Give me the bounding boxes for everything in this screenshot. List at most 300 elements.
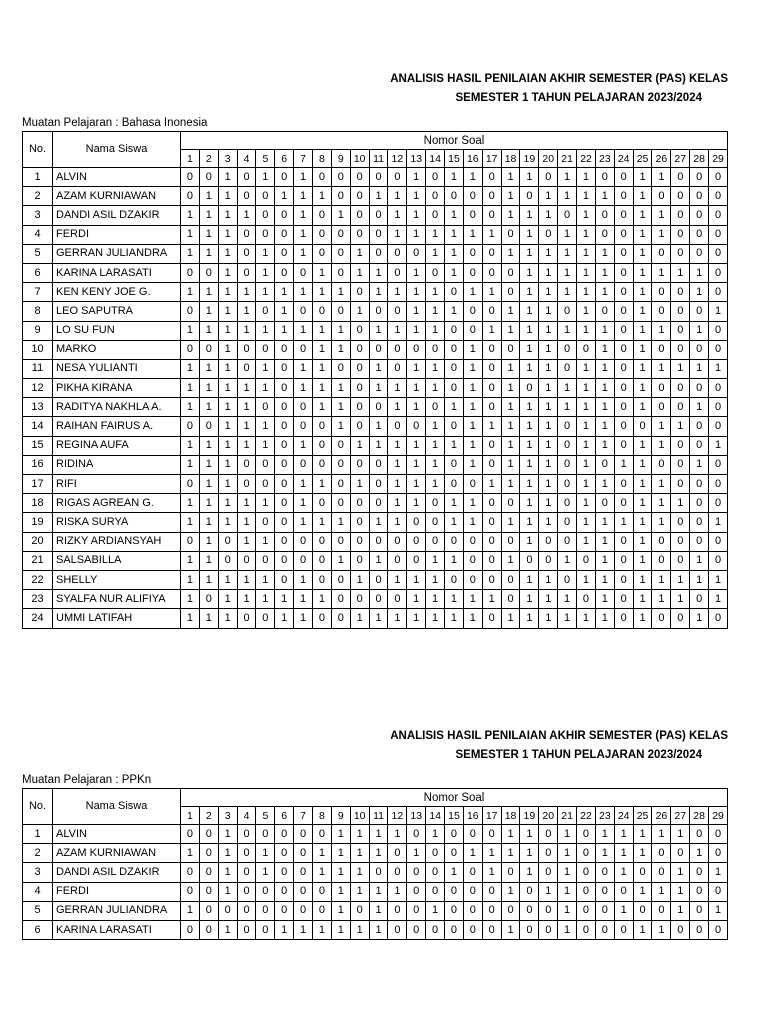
question-number-header: 20 <box>539 150 558 168</box>
row-number: 9 <box>23 321 53 340</box>
score-cell: 1 <box>558 321 577 340</box>
score-cell: 0 <box>199 901 218 920</box>
row-number: 8 <box>23 302 53 321</box>
score-cell: 1 <box>501 187 520 206</box>
score-cell: 1 <box>633 844 652 863</box>
score-cell: 1 <box>218 455 237 474</box>
question-number-header: 26 <box>652 807 671 825</box>
score-cell: 1 <box>539 302 558 321</box>
table-row <box>23 302 728 321</box>
score-cell: 0 <box>445 844 464 863</box>
score-cell: 1 <box>595 844 614 863</box>
score-cell: 1 <box>445 494 464 513</box>
score-cell: 1 <box>199 187 218 206</box>
score-cell: 1 <box>558 168 577 187</box>
score-cell: 0 <box>331 532 350 551</box>
score-cell: 0 <box>275 398 294 417</box>
question-number-header: 18 <box>501 807 520 825</box>
student-name: KARINA LARASATI <box>53 920 181 939</box>
score-cell: 0 <box>614 920 633 939</box>
score-cell: 0 <box>595 225 614 244</box>
score-cell: 0 <box>690 901 709 920</box>
score-cell: 1 <box>388 609 407 628</box>
score-cell: 0 <box>595 455 614 474</box>
score-cell: 1 <box>218 494 237 513</box>
row-number: 2 <box>23 187 53 206</box>
row-number: 11 <box>23 359 53 378</box>
score-cell: 1 <box>595 825 614 844</box>
score-cell: 0 <box>614 187 633 206</box>
score-cell: 1 <box>350 863 369 882</box>
score-cell: 0 <box>313 609 332 628</box>
score-cell: 1 <box>520 283 539 302</box>
question-number-header: 13 <box>407 150 426 168</box>
score-cell: 0 <box>181 920 200 939</box>
score-cell: 0 <box>690 244 709 263</box>
score-cell: 0 <box>614 263 633 282</box>
score-cell: 1 <box>558 590 577 609</box>
score-cell: 1 <box>595 379 614 398</box>
score-cell: 1 <box>369 609 388 628</box>
question-number-header: 25 <box>633 807 652 825</box>
score-cell: 1 <box>388 321 407 340</box>
score-cell: 1 <box>369 882 388 901</box>
score-cell: 1 <box>407 321 426 340</box>
score-cell: 1 <box>199 283 218 302</box>
score-cell: 1 <box>595 609 614 628</box>
score-cell: 1 <box>407 302 426 321</box>
score-cell: 0 <box>407 882 426 901</box>
row-number: 5 <box>23 244 53 263</box>
score-cell: 0 <box>426 206 445 225</box>
score-cell: 1 <box>463 436 482 455</box>
score-cell: 1 <box>199 206 218 225</box>
column-header-question-group: Nomor Soal <box>181 132 728 150</box>
score-cell: 0 <box>558 475 577 494</box>
score-cell: 0 <box>350 532 369 551</box>
score-cell: 1 <box>595 321 614 340</box>
score-cell: 0 <box>671 455 690 474</box>
score-cell: 0 <box>671 244 690 263</box>
question-number-header: 13 <box>407 807 426 825</box>
score-cell: 1 <box>463 590 482 609</box>
score-cell: 1 <box>463 283 482 302</box>
score-cell: 0 <box>369 590 388 609</box>
score-cell: 1 <box>407 455 426 474</box>
table-row <box>23 436 728 455</box>
table-row <box>23 168 728 187</box>
score-cell: 0 <box>407 901 426 920</box>
score-cell: 0 <box>482 206 501 225</box>
column-header-no: No. <box>23 789 53 825</box>
score-cell: 1 <box>633 283 652 302</box>
score-cell: 0 <box>313 455 332 474</box>
score-cell: 0 <box>463 532 482 551</box>
score-cell: 0 <box>482 244 501 263</box>
score-cell: 1 <box>445 168 464 187</box>
score-cell: 0 <box>407 551 426 570</box>
score-cell: 0 <box>237 225 256 244</box>
student-name: NESA YULIANTI <box>53 359 181 378</box>
student-name: DANDI ASIL DZAKIR <box>53 206 181 225</box>
score-cell: 1 <box>218 398 237 417</box>
score-cell: 0 <box>275 455 294 474</box>
score-cell: 0 <box>501 225 520 244</box>
score-cell: 0 <box>181 863 200 882</box>
score-cell: 0 <box>275 475 294 494</box>
score-cell: 0 <box>237 187 256 206</box>
table-row <box>23 920 728 939</box>
question-number-header: 19 <box>520 150 539 168</box>
score-cell: 0 <box>614 570 633 589</box>
score-cell: 1 <box>633 455 652 474</box>
score-cell: 1 <box>463 844 482 863</box>
score-cell: 1 <box>520 494 539 513</box>
score-cell: 0 <box>558 513 577 532</box>
score-cell: 0 <box>595 920 614 939</box>
score-cell: 1 <box>294 283 313 302</box>
score-cell: 1 <box>614 825 633 844</box>
score-cell: 1 <box>313 398 332 417</box>
question-number-header: 22 <box>577 150 596 168</box>
score-cell: 1 <box>501 302 520 321</box>
question-number-header: 3 <box>218 150 237 168</box>
score-cell: 0 <box>614 398 633 417</box>
score-cell: 0 <box>237 901 256 920</box>
score-cell: 1 <box>181 590 200 609</box>
row-number: 1 <box>23 825 53 844</box>
table-row <box>23 379 728 398</box>
student-name: RIGAS AGREAN G. <box>53 494 181 513</box>
score-cell: 0 <box>558 494 577 513</box>
question-number-header: 4 <box>237 807 256 825</box>
score-cell: 0 <box>520 379 539 398</box>
score-cell: 0 <box>463 825 482 844</box>
score-cell: 1 <box>558 398 577 417</box>
score-cell: 0 <box>482 882 501 901</box>
question-number-header: 17 <box>482 807 501 825</box>
score-cell: 1 <box>501 359 520 378</box>
score-cell: 1 <box>407 609 426 628</box>
score-table-header <box>23 789 728 825</box>
score-cell: 0 <box>181 882 200 901</box>
score-cell: 0 <box>709 206 728 225</box>
score-cell: 1 <box>671 901 690 920</box>
score-cell: 1 <box>558 863 577 882</box>
score-cell: 1 <box>577 168 596 187</box>
column-header-question-group: Nomor Soal <box>181 789 728 807</box>
score-cell: 1 <box>350 882 369 901</box>
table-row <box>23 187 728 206</box>
student-name: FERDI <box>53 225 181 244</box>
score-cell: 1 <box>614 455 633 474</box>
score-cell: 1 <box>256 494 275 513</box>
score-cell: 0 <box>463 551 482 570</box>
row-number: 4 <box>23 882 53 901</box>
score-cell: 0 <box>199 863 218 882</box>
score-cell: 0 <box>671 475 690 494</box>
question-number-header: 11 <box>369 150 388 168</box>
score-cell: 1 <box>520 825 539 844</box>
score-cell: 0 <box>671 398 690 417</box>
score-cell: 0 <box>690 206 709 225</box>
table-row <box>23 206 728 225</box>
score-cell: 1 <box>407 436 426 455</box>
score-cell: 0 <box>501 263 520 282</box>
score-cell: 0 <box>633 417 652 436</box>
score-cell: 0 <box>614 475 633 494</box>
score-cell: 0 <box>671 187 690 206</box>
score-cell: 0 <box>369 475 388 494</box>
score-cell: 1 <box>577 206 596 225</box>
score-cell: 1 <box>237 398 256 417</box>
score-cell: 1 <box>539 455 558 474</box>
score-cell: 1 <box>501 206 520 225</box>
score-cell: 0 <box>614 302 633 321</box>
score-cell: 1 <box>294 494 313 513</box>
score-cell: 0 <box>482 340 501 359</box>
score-cell: 0 <box>463 321 482 340</box>
score-cell: 1 <box>633 475 652 494</box>
score-cell: 1 <box>199 475 218 494</box>
score-cell: 0 <box>690 494 709 513</box>
score-cell: 0 <box>426 844 445 863</box>
score-cell: 1 <box>407 225 426 244</box>
score-cell: 1 <box>218 920 237 939</box>
score-cell: 1 <box>633 225 652 244</box>
score-cell: 0 <box>407 532 426 551</box>
score-cell: 0 <box>199 920 218 939</box>
score-cell: 0 <box>577 340 596 359</box>
score-cell: 0 <box>709 398 728 417</box>
score-cell: 0 <box>275 551 294 570</box>
question-number-header: 6 <box>275 150 294 168</box>
score-cell: 0 <box>709 532 728 551</box>
score-cell: 0 <box>520 187 539 206</box>
score-cell: 0 <box>331 359 350 378</box>
question-number-header: 24 <box>614 150 633 168</box>
score-cell: 0 <box>482 302 501 321</box>
score-cell: 0 <box>331 494 350 513</box>
score-cell: 0 <box>237 609 256 628</box>
score-cell: 0 <box>256 455 275 474</box>
score-cell: 0 <box>501 863 520 882</box>
score-cell: 0 <box>558 455 577 474</box>
score-cell: 0 <box>256 920 275 939</box>
score-cell: 0 <box>237 455 256 474</box>
score-cell: 1 <box>445 206 464 225</box>
table-row <box>23 901 728 920</box>
score-cell: 1 <box>331 513 350 532</box>
table-row <box>23 417 728 436</box>
score-cell: 1 <box>426 825 445 844</box>
question-number-header: 25 <box>633 150 652 168</box>
subject-label: Muatan Pelajaran : Bahasa Inonesia <box>22 117 208 129</box>
table-row <box>23 340 728 359</box>
score-cell: 1 <box>407 590 426 609</box>
score-cell: 0 <box>671 844 690 863</box>
score-cell: 1 <box>407 206 426 225</box>
column-header-no: No. <box>23 132 53 168</box>
score-cell: 0 <box>199 882 218 901</box>
score-cell: 0 <box>501 901 520 920</box>
score-cell: 1 <box>294 920 313 939</box>
column-header-name: Nama Siswa <box>53 132 181 168</box>
score-cell: 1 <box>275 590 294 609</box>
score-cell: 0 <box>445 417 464 436</box>
question-number-header: 9 <box>331 807 350 825</box>
score-cell: 1 <box>294 570 313 589</box>
score-cell: 1 <box>369 283 388 302</box>
score-cell: 1 <box>577 609 596 628</box>
score-cell: 1 <box>369 844 388 863</box>
score-cell: 0 <box>709 379 728 398</box>
score-cell: 1 <box>501 920 520 939</box>
score-cell: 0 <box>558 570 577 589</box>
student-name: KARINA LARASATI <box>53 263 181 282</box>
score-cell: 0 <box>369 302 388 321</box>
score-cell: 0 <box>256 882 275 901</box>
row-number: 2 <box>23 844 53 863</box>
score-cell: 0 <box>463 206 482 225</box>
score-cell: 1 <box>577 225 596 244</box>
score-cell: 0 <box>577 825 596 844</box>
score-cell: 0 <box>369 244 388 263</box>
score-cell: 0 <box>501 570 520 589</box>
score-cell: 0 <box>237 844 256 863</box>
question-number-header: 27 <box>671 150 690 168</box>
student-name: SALSABILLA <box>53 551 181 570</box>
score-cell: 0 <box>275 379 294 398</box>
row-number: 19 <box>23 513 53 532</box>
score-cell: 1 <box>218 302 237 321</box>
score-cell: 1 <box>595 436 614 455</box>
question-number-header: 12 <box>388 150 407 168</box>
score-cell: 1 <box>369 417 388 436</box>
score-cell: 1 <box>463 455 482 474</box>
row-number: 3 <box>23 206 53 225</box>
score-cell: 0 <box>482 379 501 398</box>
score-cell: 1 <box>709 590 728 609</box>
score-cell: 1 <box>331 321 350 340</box>
score-cell: 1 <box>313 475 332 494</box>
score-cell: 1 <box>539 187 558 206</box>
score-cell: 1 <box>633 263 652 282</box>
score-cell: 0 <box>445 882 464 901</box>
score-cell: 1 <box>294 187 313 206</box>
score-cell: 0 <box>671 436 690 455</box>
score-cell: 1 <box>331 417 350 436</box>
score-cell: 0 <box>350 398 369 417</box>
score-cell: 0 <box>463 244 482 263</box>
score-cell: 0 <box>426 882 445 901</box>
score-cell: 1 <box>199 455 218 474</box>
score-cell: 1 <box>520 225 539 244</box>
score-cell: 1 <box>595 398 614 417</box>
score-cell: 0 <box>275 863 294 882</box>
score-cell: 1 <box>520 417 539 436</box>
score-cell: 1 <box>256 436 275 455</box>
score-cell: 0 <box>313 494 332 513</box>
score-cell: 0 <box>520 920 539 939</box>
table-row <box>23 551 728 570</box>
score-cell: 1 <box>181 321 200 340</box>
question-number-header: 7 <box>294 807 313 825</box>
score-cell: 0 <box>558 436 577 455</box>
score-cell: 1 <box>426 609 445 628</box>
score-cell: 0 <box>294 901 313 920</box>
score-cell: 0 <box>407 417 426 436</box>
score-cell: 0 <box>369 340 388 359</box>
score-cell: 1 <box>595 417 614 436</box>
score-cell: 0 <box>652 302 671 321</box>
score-cell: 1 <box>577 532 596 551</box>
score-cell: 1 <box>558 263 577 282</box>
score-cell: 1 <box>652 475 671 494</box>
score-cell: 0 <box>294 532 313 551</box>
student-name: REGINA AUFA <box>53 436 181 455</box>
question-number-header: 16 <box>463 150 482 168</box>
row-number: 6 <box>23 263 53 282</box>
score-cell: 0 <box>388 920 407 939</box>
score-cell: 1 <box>331 863 350 882</box>
score-cell: 0 <box>539 532 558 551</box>
score-cell: 0 <box>445 920 464 939</box>
score-cell: 1 <box>218 590 237 609</box>
score-cell: 1 <box>690 609 709 628</box>
score-cell: 0 <box>256 475 275 494</box>
score-cell: 0 <box>595 302 614 321</box>
score-cell: 0 <box>652 532 671 551</box>
score-cell: 0 <box>445 475 464 494</box>
score-cell: 0 <box>369 532 388 551</box>
question-number-header: 6 <box>275 807 294 825</box>
score-cell: 1 <box>218 359 237 378</box>
title-line-1: ANALISIS HASIL PENILAIAN AKHIR SEMESTER (PAS) KELAS <box>390 730 728 742</box>
score-cell: 0 <box>652 455 671 474</box>
score-cell: 0 <box>671 340 690 359</box>
score-cell: 0 <box>690 436 709 455</box>
score-cell: 1 <box>539 417 558 436</box>
score-cell: 1 <box>369 551 388 570</box>
score-cell: 1 <box>237 436 256 455</box>
score-cell: 0 <box>463 901 482 920</box>
row-number: 24 <box>23 609 53 628</box>
score-cell: 0 <box>237 863 256 882</box>
score-cell: 1 <box>294 436 313 455</box>
score-cell: 1 <box>388 825 407 844</box>
score-cell: 0 <box>369 863 388 882</box>
score-cell: 0 <box>614 417 633 436</box>
score-cell: 0 <box>237 825 256 844</box>
score-cell: 0 <box>256 513 275 532</box>
score-cell: 0 <box>313 225 332 244</box>
score-cell: 1 <box>482 417 501 436</box>
score-cell: 1 <box>331 398 350 417</box>
score-cell: 1 <box>218 570 237 589</box>
score-cell: 1 <box>614 863 633 882</box>
score-cell: 1 <box>445 244 464 263</box>
score-cell: 1 <box>558 844 577 863</box>
score-cell: 1 <box>331 340 350 359</box>
score-cell: 1 <box>218 283 237 302</box>
question-number-header: 18 <box>501 150 520 168</box>
score-cell: 0 <box>426 187 445 206</box>
question-number-header: 11 <box>369 807 388 825</box>
score-cell: 1 <box>199 379 218 398</box>
score-cell: 0 <box>275 168 294 187</box>
score-cell: 1 <box>426 551 445 570</box>
